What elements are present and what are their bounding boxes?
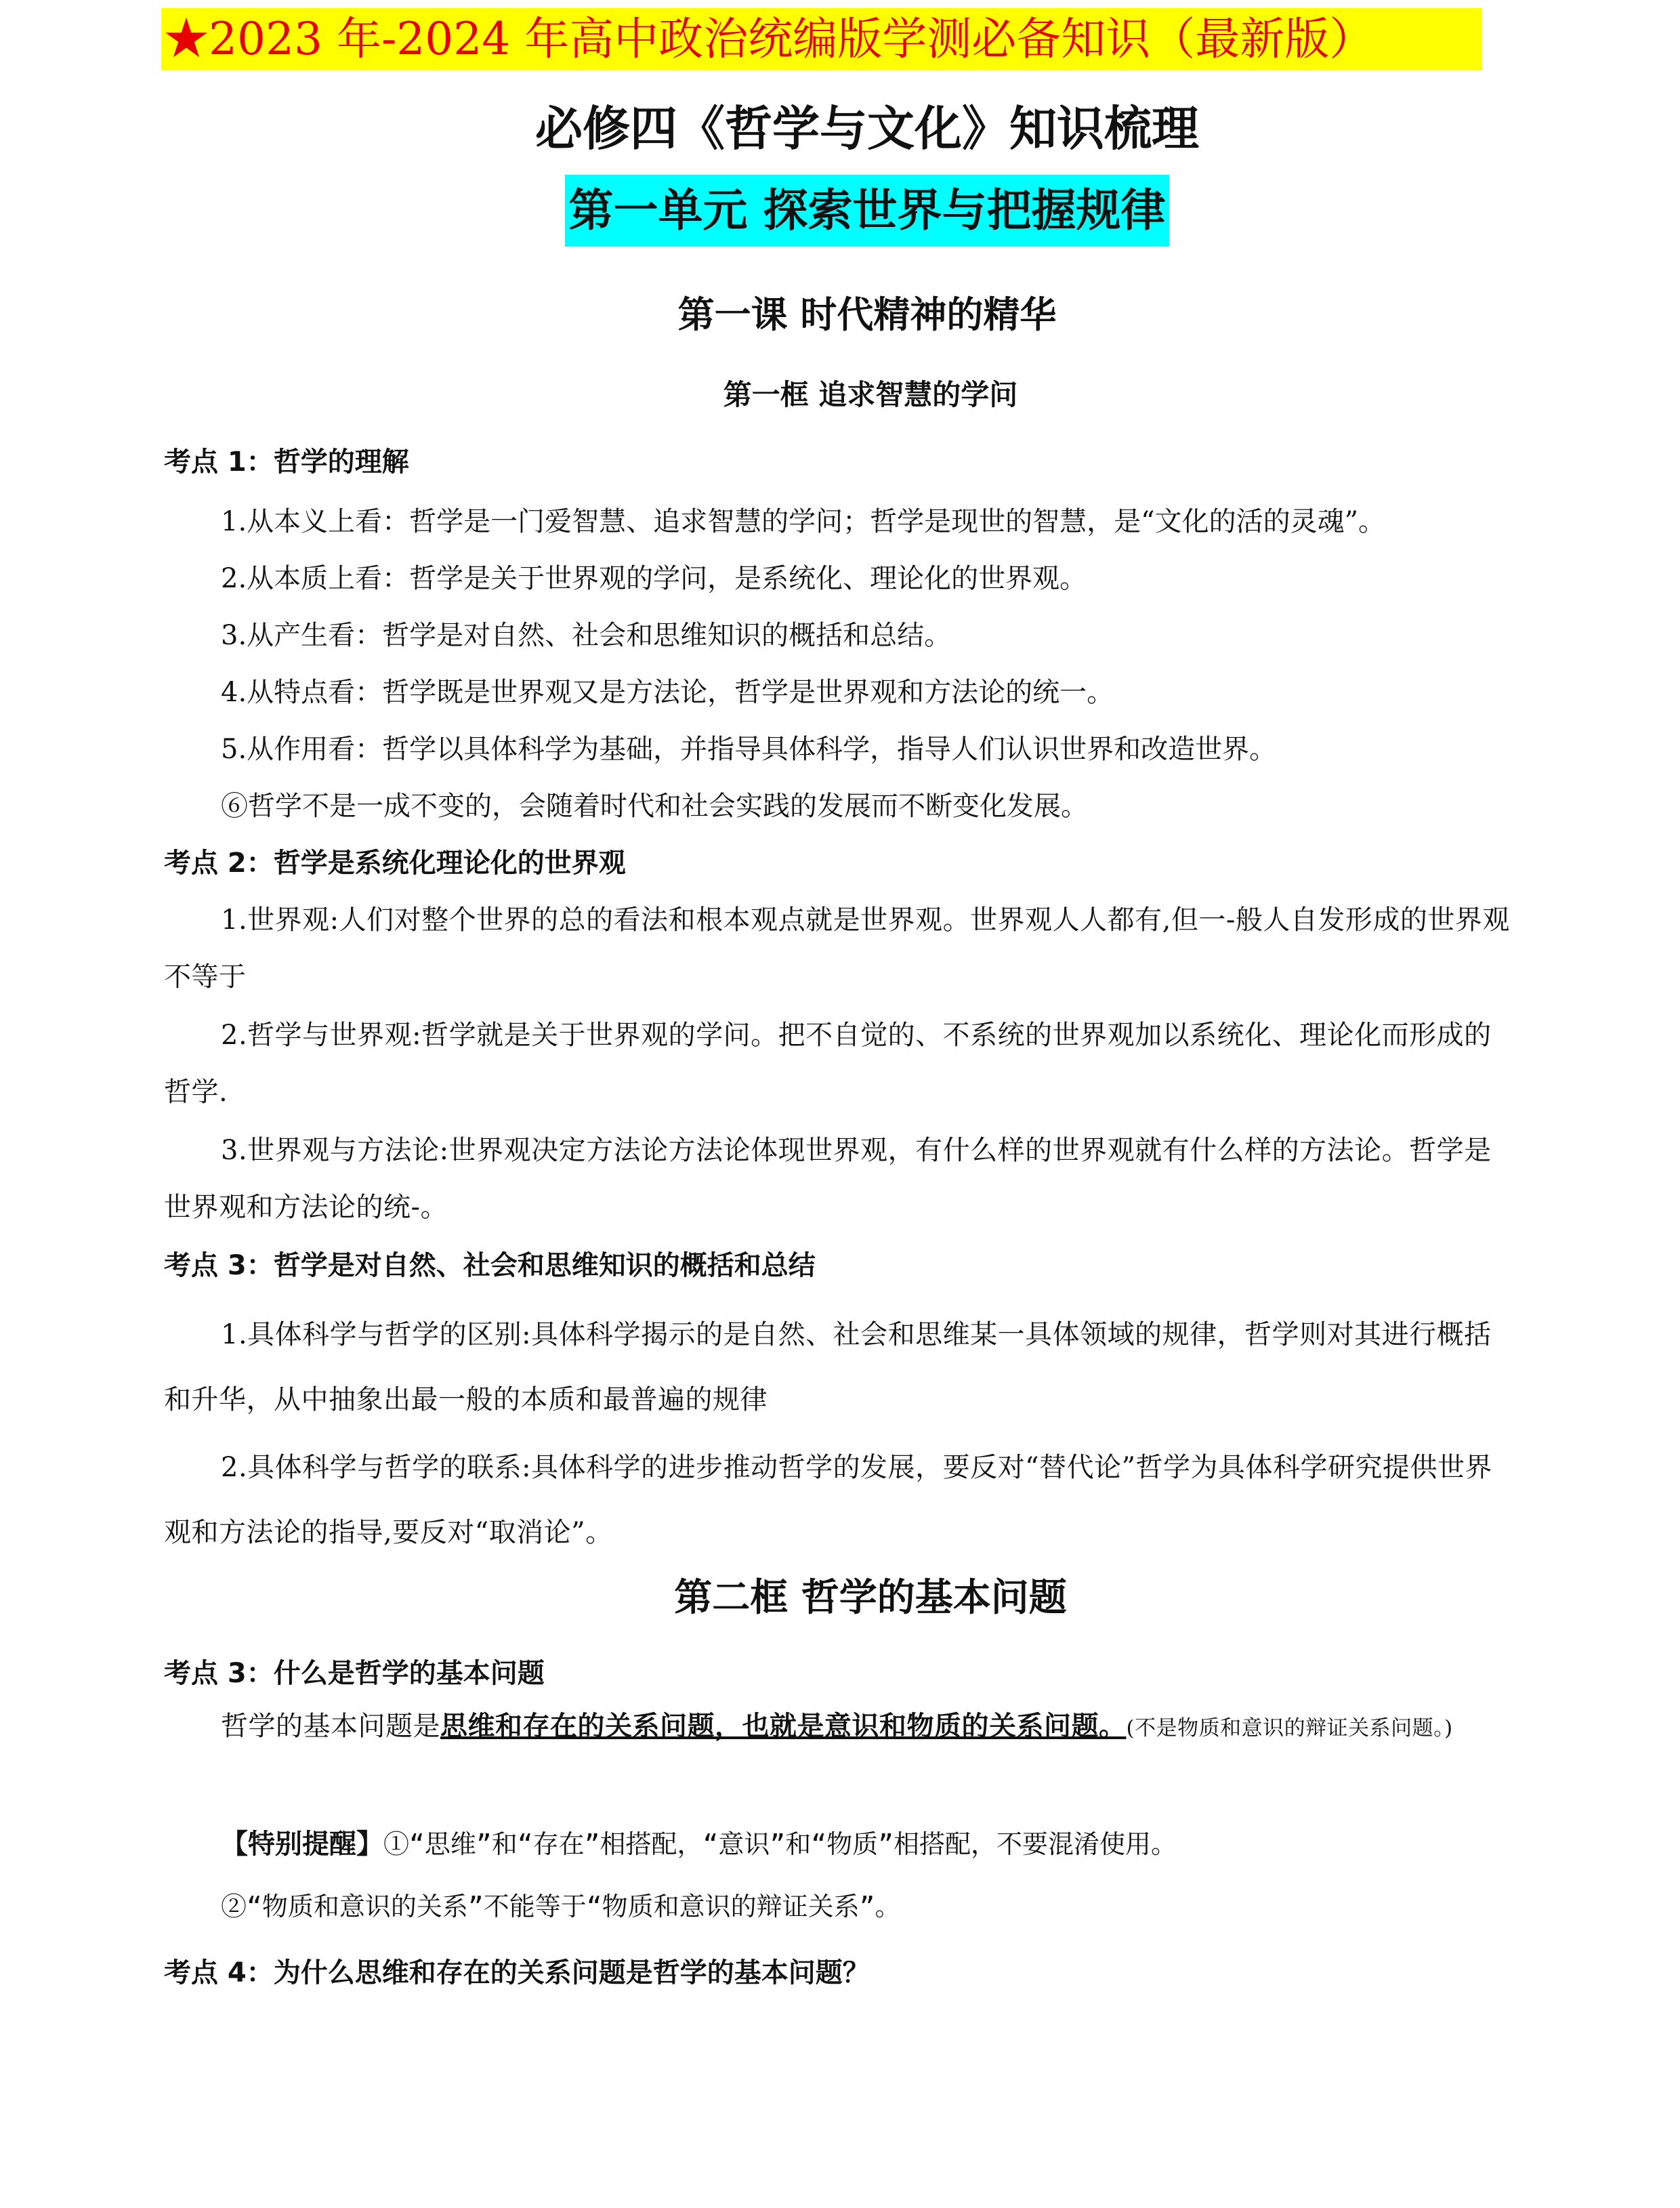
intro-underlined-2: 意识和物质的关系问题。 (824, 1711, 1127, 1742)
intro-underlined-1: 思维和存在的关系问题，也就是 (440, 1711, 824, 1742)
frame-1-title: 第一框 追求智慧的学问 (723, 378, 1018, 411)
kp4-heading: 考点 4：为什么思维和存在的关系问题是哲学的基本问题？ (164, 1957, 870, 1988)
tip-text-1: ①“思维”和“存在”相搭配，“意识”和“物质”相搭配，不要混淆使用。 (383, 1829, 1177, 1859)
kp3b-intro (164, 1699, 1519, 1755)
tip-line-2: ②“物质和意识的关系”不能等于“物质和意识的辩证关系”。 (221, 1892, 901, 1921)
header-banner (161, 8, 1482, 70)
frame-2-title: 第二框 哲学的基本问题 (674, 1575, 1067, 1620)
tip-line-1 (221, 1824, 1177, 1865)
kp1-item: 3.从产生看：哲学是对自然、社会和思维知识的概括和总结。 (221, 620, 952, 651)
kp2-item: 2.哲学与世界观:哲学就是关于世界观的学问。把不自觉的、不系统的世界观加以系统化、理论化而形成的哲学. (164, 1020, 1492, 1108)
intro-note: (不是物质和意识的辩证关系问题。) (1126, 1716, 1453, 1741)
kp2-item: 1.世界观:人们对整个世界的总的看法和根本观点就是世界观。世界观人人都有,但一-般人自发形成的世界观不等于 (164, 904, 1510, 993)
kp1-heading: 考点 1：哲学的理解 (164, 446, 409, 478)
lesson-title: 第一课 时代精神的精华 (677, 293, 1057, 336)
kp1-item: 2.从本质上看：哲学是关于世界观的学问，是系统化、理论化的世界观。 (221, 563, 1087, 594)
kp3-heading: 考点 3：哲学是对自然、社会和思维知识的概括和总结 (164, 1250, 816, 1281)
kp2-heading: 考点 2：哲学是系统化理论化的世界观 (164, 848, 626, 879)
banner-text: ★2023 年-2024 年高中政治统编版学测必备知识（最新版） (164, 13, 1374, 65)
kp1-item: 1.从本义上看：哲学是一门爱智慧、追求智慧的学问；哲学是现世的智慧，是“文化的活的灵魂”。 (221, 506, 1386, 537)
document-title: 必修四《哲学与文化》知识梳理 (535, 100, 1199, 157)
unit-title-wrap (0, 175, 1680, 247)
kp1-item: 5.从作用看：哲学以具体科学为基础，并指导具体科学，指导人们认识世界和改造世界。 (221, 734, 1277, 765)
intro-text: 哲学的基本问题是 (221, 1711, 440, 1742)
kp1-item: ⑥哲学不是一成不变的，会随着时代和社会实践的发展而不断变化发展。 (221, 791, 1088, 822)
kp3b-heading: 考点 3：什么是哲学的基本问题 (164, 1658, 545, 1689)
kp3-item: 1.具体科学与哲学的区别:具体科学揭示的是自然、社会和思维某一具体领域的规律，哲学则对其进行概括和升华，从中抽象出最一般的本质和最普遍的规律 (164, 1319, 1492, 1415)
unit-title: 第一单元 探索世界与把握规律 (565, 175, 1170, 247)
kp2-item: 3.世界观与方法论:世界观决定方法论方法论体现世界观，有什么样的世界观就有什么样的方法论。哲学是世界观和方法论的统-。 (164, 1135, 1492, 1223)
tip-label: 【特别提醒】 (221, 1829, 383, 1860)
kp1-item: 4.从特点看：哲学既是世界观又是方法论，哲学是世界观和方法论的统一。 (221, 677, 1114, 708)
kp3-item: 2.具体科学与哲学的联系:具体科学的进步推动哲学的发展，要反对“替代论”哲学为具体科学研究提供世界观和方法论的指导,要反对“取消论”。 (164, 1452, 1493, 1548)
